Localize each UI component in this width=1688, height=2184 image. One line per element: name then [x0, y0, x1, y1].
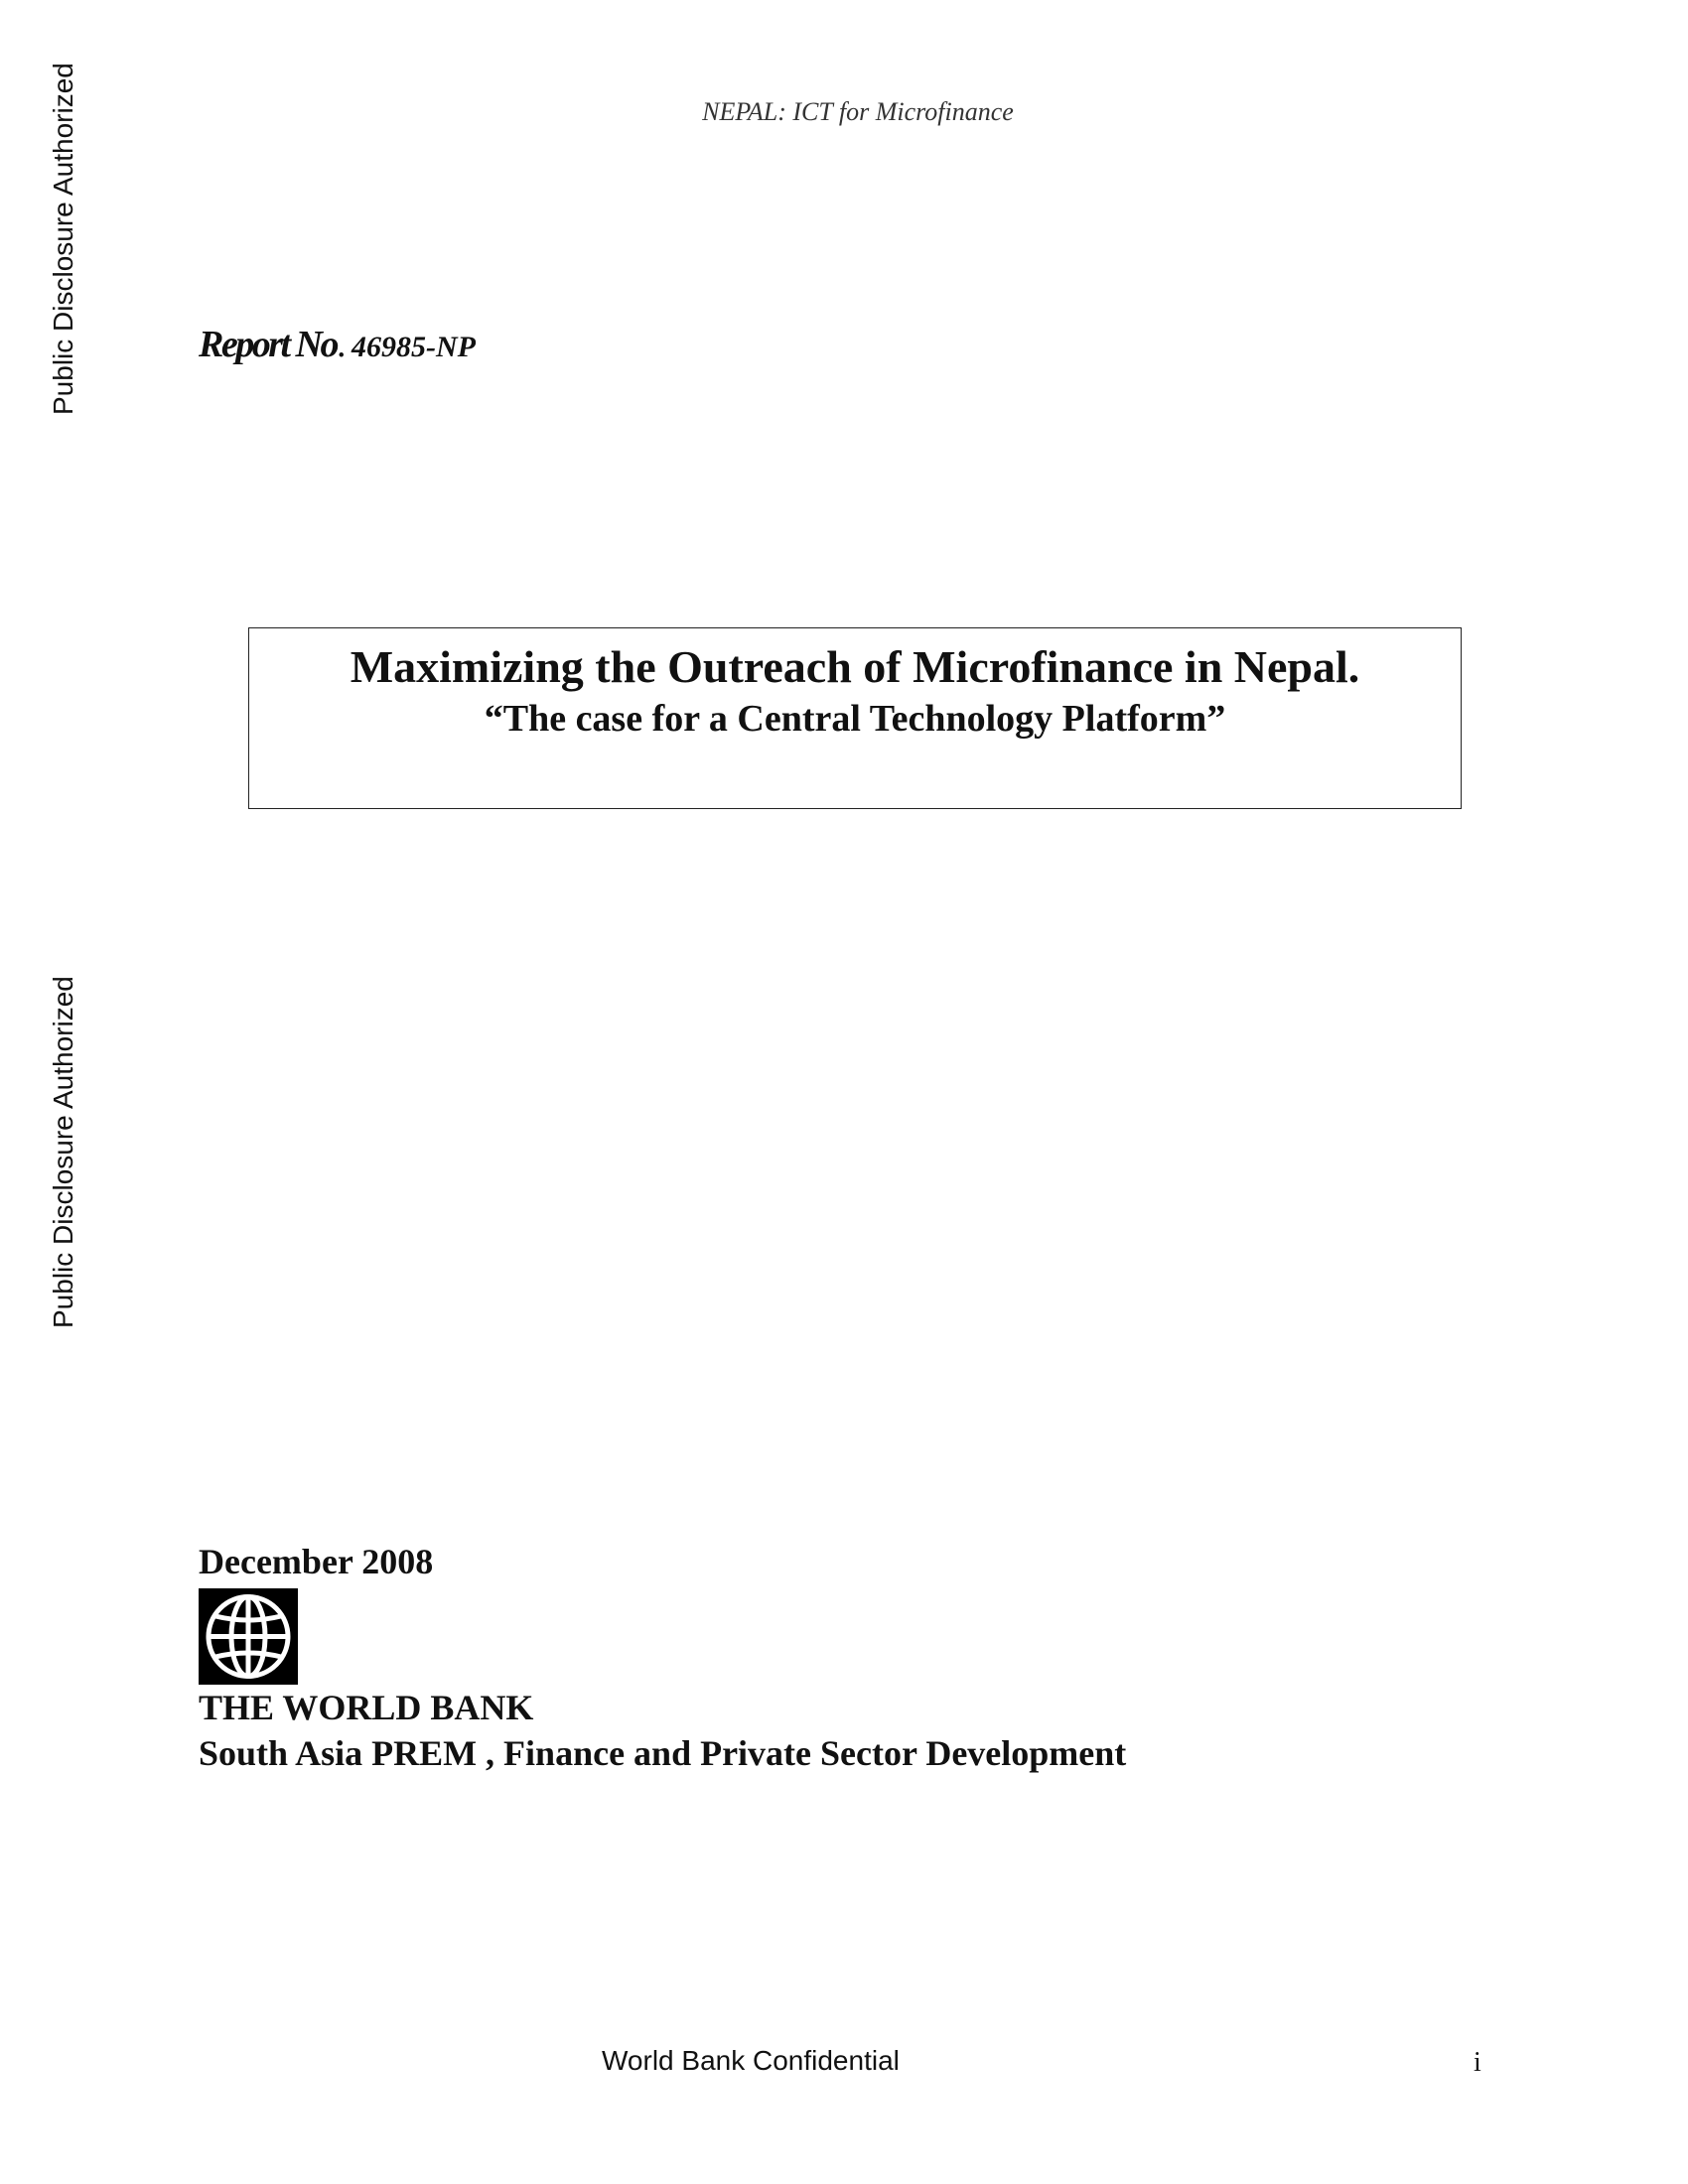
- report-number-value: 46985-NP: [352, 331, 476, 363]
- world-bank-globe-icon: [199, 1588, 298, 1685]
- report-number-separator: .: [337, 324, 345, 365]
- page-number: i: [1474, 2047, 1481, 2078]
- document-title: Maximizing the Outreach of Microfinance in Nepal.: [350, 641, 1360, 692]
- report-number: [199, 323, 476, 366]
- disclosure-stamp-bottom: Public Disclosure Authorized: [48, 976, 78, 1328]
- report-number-label: Report No: [199, 324, 337, 365]
- organization-block: [199, 1685, 1126, 1776]
- organization-unit: South Asia PREM , Finance and Private Sector Development: [199, 1733, 1127, 1773]
- footer-classification: World Bank Confidential: [602, 2045, 900, 2076]
- running-header: NEPAL: ICT for Microfinance: [702, 97, 1014, 126]
- organization-name: THE WORLD BANK: [199, 1688, 534, 1727]
- document-subtitle: “The case for a Central Technology Platform”: [484, 698, 1226, 740]
- disclosure-stamp-top: Public Disclosure Authorized: [48, 63, 78, 415]
- publication-date: December 2008: [199, 1542, 434, 1581]
- title-box: [248, 627, 1462, 809]
